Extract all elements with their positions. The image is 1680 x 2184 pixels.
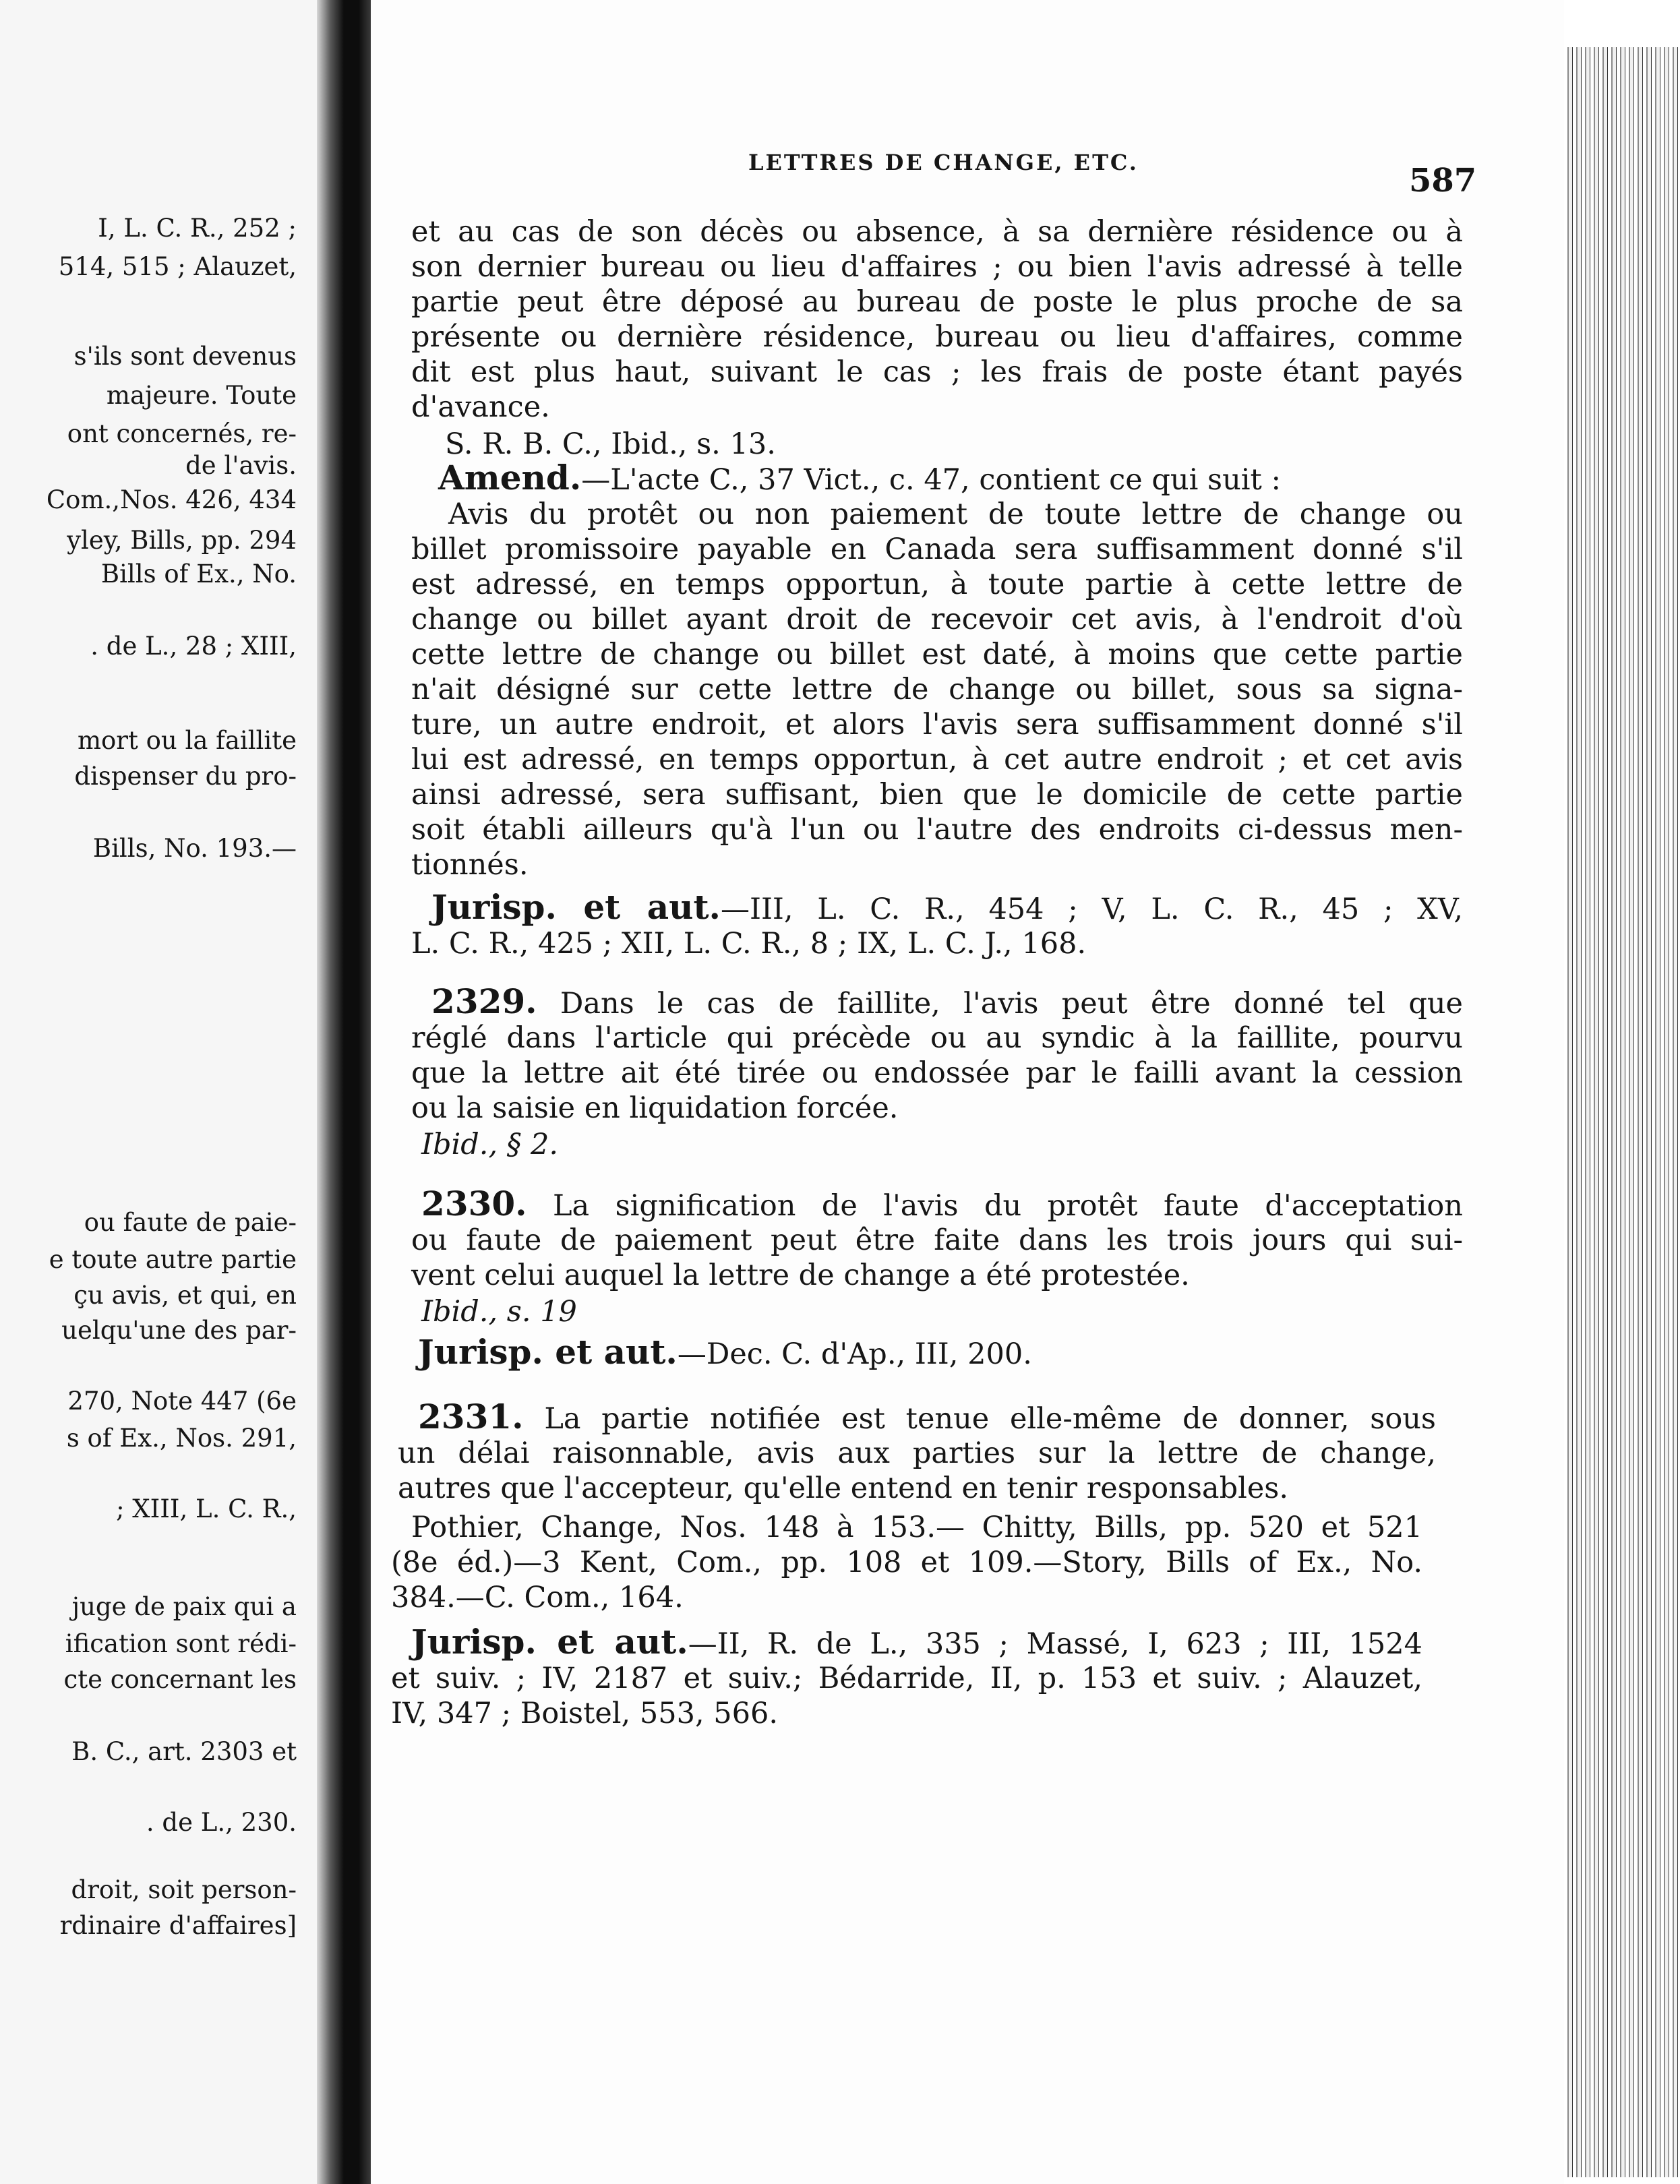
text-line: ture, un autre endroit, et alors l'avis sera suffisamment donné s'il bbox=[411, 708, 1463, 741]
left-page-line: çu avis, et qui, en bbox=[73, 1281, 297, 1310]
amendment-heading-line bbox=[438, 460, 1490, 497]
left-facing-page bbox=[0, 0, 317, 2184]
article-number: 2330. bbox=[421, 1184, 527, 1223]
left-page-line: dispenser du pro- bbox=[74, 762, 297, 791]
article-text: La signification de l'avis du protêt faute d'acceptation bbox=[553, 1189, 1463, 1223]
text-line: L. C. R., 425 ; XII, L. C. R., 8 ; IX, L. C. J., 168. bbox=[411, 927, 1087, 961]
left-page-line: majeure. Toute bbox=[106, 381, 297, 410]
citation: S. R. B. C., Ibid., s. 13. bbox=[445, 427, 776, 461]
left-page-line: cte concernant les bbox=[63, 1665, 297, 1694]
jurisp-heading: Jurisp. et aut. bbox=[418, 1332, 678, 1372]
text-line: un délai raisonnable, avis aux parties sur la lettre de change, bbox=[398, 1436, 1436, 1470]
text-line: autres que l'accepteur, qu'elle entend en tenir responsables. bbox=[398, 1472, 1289, 1505]
citation: Ibid., § 2. bbox=[421, 1128, 558, 1161]
left-page-line: e toute autre partie bbox=[49, 1245, 297, 1274]
page-number: 587 bbox=[1409, 162, 1477, 200]
left-page-line: uelqu'une des par- bbox=[61, 1316, 297, 1345]
left-page-line: Bills of Ex., No. bbox=[100, 559, 297, 588]
text-line: ou faute de paiement peut être faite dans les trois jours qui sui- bbox=[411, 1223, 1463, 1257]
citation-line: 384.—C. Com., 164. bbox=[391, 1581, 684, 1614]
left-page-line: juge de paix qui a bbox=[71, 1592, 297, 1621]
text-line: réglé dans l'article qui précède ou au syndic à la faillite, pourvu bbox=[411, 1021, 1463, 1055]
text-line: tionnés. bbox=[411, 848, 529, 882]
article-number: 2329. bbox=[431, 981, 537, 1021]
article-2330-first-line bbox=[421, 1186, 1463, 1223]
text-line: son dernier bureau ou lieu d'affaires ; ou bien l'avis adressé à telle bbox=[411, 250, 1463, 284]
amend-intro: —L'acte C., 37 Vict., c. 47, contient ce qui suit : bbox=[581, 463, 1281, 497]
text-line: dit est plus haut, suivant le cas ; les frais de poste étant payés bbox=[411, 355, 1463, 389]
text-line: lui est adressé, en temps opportun, à cet autre endroit ; et cet avis bbox=[411, 743, 1463, 777]
left-page-line: . de L., 28 ; XIII, bbox=[90, 632, 297, 661]
left-page-line: s of Ex., Nos. 291, bbox=[66, 1424, 297, 1453]
jurisp-text: —Dec. C. d'Ap., III, 200. bbox=[677, 1337, 1032, 1371]
left-page-line: Bills, No. 193.— bbox=[92, 834, 297, 863]
left-page-line: ou faute de paie- bbox=[84, 1208, 297, 1237]
page-edges-stack bbox=[1564, 47, 1680, 2177]
left-page-line: ont concernés, re- bbox=[67, 419, 297, 448]
left-page-line: 514, 515 ; Alauzet, bbox=[58, 252, 297, 281]
citation-line: Pothier, Change, Nos. 148 à 153.— Chitty, Bills, pp. 520 et 521 bbox=[411, 1511, 1422, 1544]
left-page-line: I, L. C. R., 252 ; bbox=[98, 214, 297, 243]
text-line: partie peut être déposé au bureau de poste le plus proche de sa bbox=[411, 285, 1463, 319]
text-line: ou la saisie en liquidation forcée. bbox=[411, 1091, 899, 1125]
running-title: LETTRES DE CHANGE, ETC. bbox=[748, 150, 1139, 175]
left-page-line: yley, Bills, pp. 294 bbox=[67, 526, 297, 555]
text-line: change ou billet ayant droit de recevoir cet avis, à l'endroit d'où bbox=[411, 603, 1463, 636]
left-page-line: droit, soit person- bbox=[71, 1875, 297, 1904]
text-line: et suiv. ; IV, 2187 et suiv.; Bédarride, II, p. 153 et suiv. ; Alauzet, bbox=[391, 1662, 1422, 1695]
text-line: d'avance. bbox=[411, 390, 550, 424]
article-2329-first-line bbox=[431, 981, 1463, 1021]
book-gutter bbox=[317, 0, 371, 2184]
article-number: 2331. bbox=[418, 1397, 524, 1436]
jurisprudence-line bbox=[418, 1332, 1470, 1372]
left-page-line: . de L., 230. bbox=[146, 1808, 297, 1837]
article-text: La partie notifiée est tenue elle-même de donner, sous bbox=[544, 1402, 1437, 1436]
left-page-line: 270, Note 447 (6e bbox=[67, 1387, 297, 1416]
jurisp-heading: Jurisp. et aut. bbox=[431, 887, 721, 927]
text-line: soit établi ailleurs qu'à l'un ou l'autre des endroits ci-dessus men- bbox=[411, 813, 1463, 847]
text-line: Avis du protêt ou non paiement de toute lettre de change ou bbox=[448, 497, 1463, 531]
left-page-line: mort ou la faillite bbox=[77, 726, 297, 755]
jurisprudence-line bbox=[431, 887, 1463, 927]
page-edges-top bbox=[1564, 0, 1680, 47]
text-line: cette lettre de change ou billet est daté, à moins que cette partie bbox=[411, 638, 1463, 671]
left-page-line: Com.,Nos. 426, 434 bbox=[46, 485, 297, 514]
left-page-line: rdinaire d'affaires] bbox=[59, 1911, 297, 1940]
citation: Ibid., s. 19 bbox=[421, 1295, 577, 1329]
jurisp-text: —II, R. de L., 335 ; Massé, I, 623 ; III, 1524 bbox=[688, 1627, 1422, 1661]
text-line: ainsi adressé, sera suffisant, bien que le domicile de cette partie bbox=[411, 778, 1463, 812]
text-line: n'ait désigné sur cette lettre de change ou billet, sous sa signa- bbox=[411, 673, 1463, 706]
text-line: billet promissoire payable en Canada sera suffisamment donné s'il bbox=[411, 533, 1463, 566]
text-line: IV, 347 ; Boistel, 553, 566. bbox=[391, 1697, 779, 1730]
jurisp-heading: Jurisp. et aut. bbox=[411, 1622, 688, 1662]
citation-line: (8e éd.)—3 Kent, Com., pp. 108 et 109.—Story, Bills of Ex., No. bbox=[391, 1546, 1422, 1579]
text-line: que la lettre ait été tirée ou endossée par le failli avant la cession bbox=[411, 1056, 1463, 1090]
text-line: et au cas de son décès ou absence, à sa dernière résidence ou à bbox=[411, 215, 1463, 249]
left-page-line: s'ils sont devenus bbox=[73, 342, 297, 371]
article-text: Dans le cas de faillite, l'avis peut être donné tel que bbox=[560, 987, 1463, 1021]
jurisp-text: —III, L. C. R., 454 ; V, L. C. R., 45 ; XV, bbox=[720, 892, 1463, 926]
left-page-line: B. C., art. 2303 et bbox=[71, 1737, 297, 1766]
text-line: est adressé, en temps opportun, à toute partie à cette lettre de bbox=[411, 568, 1463, 601]
jurisprudence-line bbox=[411, 1622, 1422, 1662]
article-2331-first-line bbox=[418, 1399, 1436, 1436]
amend-heading: Amend. bbox=[438, 458, 582, 497]
left-page-line: ; XIII, L. C. R., bbox=[116, 1494, 297, 1523]
text-line: présente ou dernière résidence, bureau ou lieu d'affaires, comme bbox=[411, 320, 1463, 354]
text-line: vent celui auquel la lettre de change a été protestée. bbox=[411, 1258, 1190, 1292]
left-page-line: ification sont rédi- bbox=[65, 1629, 297, 1658]
left-page-line: de l'avis. bbox=[185, 451, 297, 480]
